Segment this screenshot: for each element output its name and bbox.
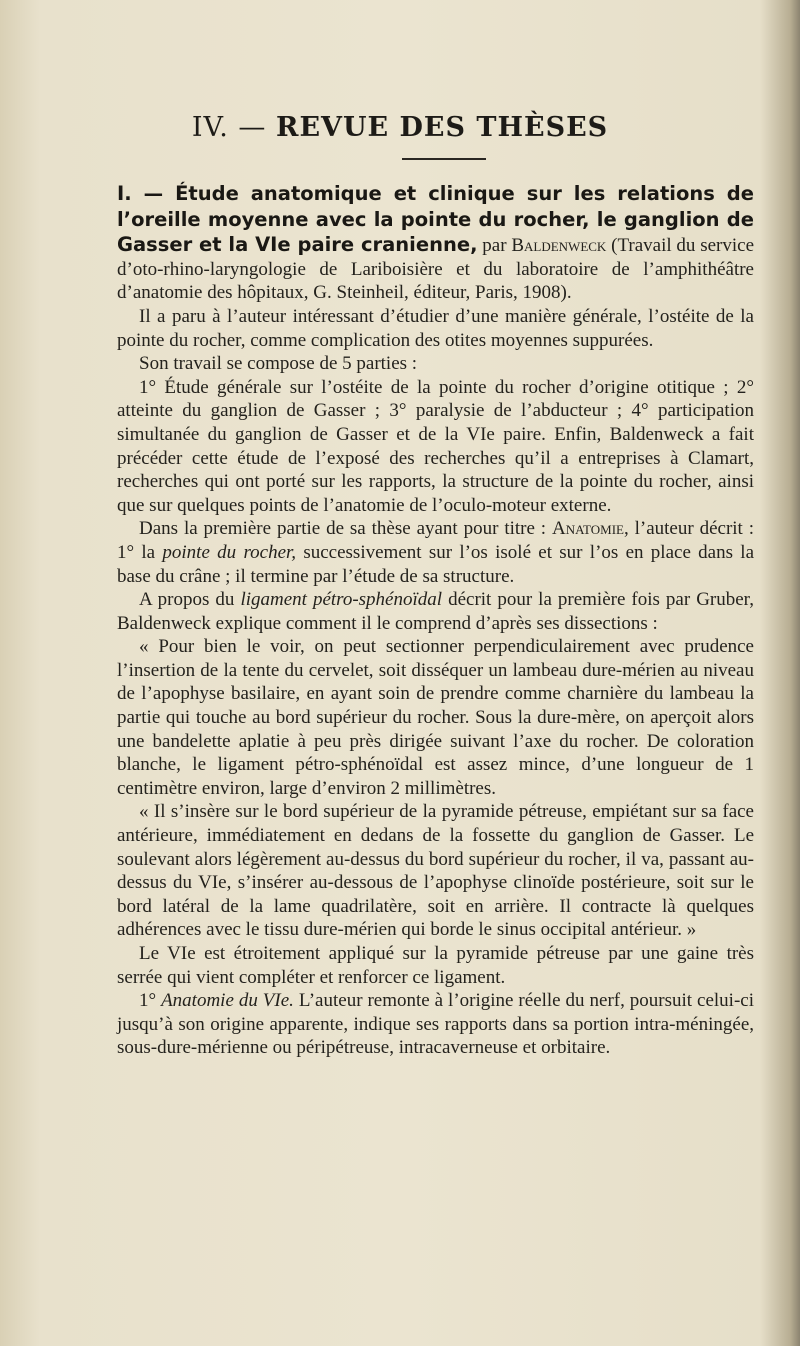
paragraph-3: 1° Étude générale sur l’ostéite de la pointe du rocher d’origine otitique ; 2° atteinte du ganglion de Gasser ; 3° paralysie de l’abducteur ; 4° participation simultanée du ganglion de Gasser et de la VIe paire. Enfin, Baldenweck a fait précéder cette étude de l’exposé des recherches qu’il a entreprises à Clamart, recherches qui ont porté sur les rapports, la structure de la pointe du rocher, ainsi que sur quelques points de l’anatomie de l’oculo-moteur externe. [117,376,754,516]
p9-text-a: 1° [139,990,162,1012]
p4-text-c: successivement sur l’os isolé et sur l’os en place dans la base du crâne ; il termine par l’étude de sa structure. [117,541,754,587]
p5-text-b: décrit pour la première fois par Gruber, Baldenweck explique comment il le comprend d’après ses dissections : [117,589,755,634]
paragraph-4 [117,517,754,588]
paragraph-1: Il a paru à l’auteur intéressant d’étudier d’une manière générale, l’ostéite de la pointe du rocher, comme complication des otites moyennes suppurées. [117,305,754,351]
entry-author: Baldenweck [511,235,607,257]
paragraph-5 [117,588,754,635]
entry-header [117,181,754,305]
p9-text-b: L’auteur remonte à l’origine réelle du nerf, poursuit celui-ci jusqu’à son origine apparente, indique ses rapports dans sa portion intra-méningée, sous-dure-mérienne ou péripétreuse, intracaverneuse et orbitaire. [117,990,754,1059]
p4-text-a: Dans la première partie de sa thèse ayant pour titre : [139,518,552,540]
p4-text-b: l’auteur décrit : 1° la [117,518,755,563]
p5-ligament: ligament pétro-sphénoïdal [240,589,443,611]
paragraph-6-quote: « Pour bien le voir, on peut sectionner perpendiculairement avec prudence l’insertion de la tente du cervelet, soit disséquer un lambeau dure-mérien au niveau de l’apophyse basilaire, en ayant soin de prendre comme charnière du lambeau la partie qui touche au bord supérieur du rocher. Sous la dure-mère, on aperçoit alors une bandelette aplatie à peu près dirigée suivant l’axe du rocher. De coloration blanche, le ligament pétro-sphénoïdal est assez mince, d’une longueur de 1 centimètre environ, large d’environ 2 millimètres. [117,636,754,799]
section-number: IV. — [191,112,267,143]
title-rule [402,158,486,160]
entry-by: par [477,235,512,257]
article-body [117,181,754,1060]
p5-text-a: A propos du [139,589,241,611]
p4-anatomie: Anatomie, [551,518,629,540]
entry-citation: (Travail du service d’oto-rhino-laryngologie de Lariboisière et du laboratoire de l’amphithéâtre d’anatomie des hôpitaux, G. Steinheil, éditeur, Paris, 1908). [117,235,755,304]
paragraph-8: Le VIe est étroitement appliqué sur la pyramide pétreuse par une gaine très serrée qui vient compléter et renforcer ce ligament. [117,943,754,988]
entry-heading: Étude anatomique et clinique sur les relations de l’oreille moyenne avec la pointe du rocher, le ganglion de Gasser et la VIe paire cranienne, [117,182,754,257]
p9-anatomie-du-vi: Anatomie du VIe. [161,990,294,1012]
entry-prefix: I. — [117,182,176,205]
section-title [0,112,800,143]
p4-pointe-du-rocher: pointe du rocher, [162,541,297,563]
paragraph-7-quote: « Il s’insère sur le bord supérieur de la pyramide pétreuse, empiétant sur sa face antérieure, immédiatement en dedans de la fossette du ganglion de Gasser. Le soulevant alors légèrement au-dessus du bord supérieur du rocher, il va, passant au-dessus du VIe, s’insérer au-dessous de l’apophyse clinoïde postérieure, soit sur le bord latéral de la lame quadrilatère, soit en arrière. Il contracte là quelques adhérences avec le tissu dure-mérien qui borde le sinus occipital antérieur. » [117,801,754,941]
paragraph-9 [117,989,754,1060]
paragraph-2: Son travail se compose de 5 parties : [139,353,418,375]
section-label: REVUE DES THÈSES [276,112,609,143]
